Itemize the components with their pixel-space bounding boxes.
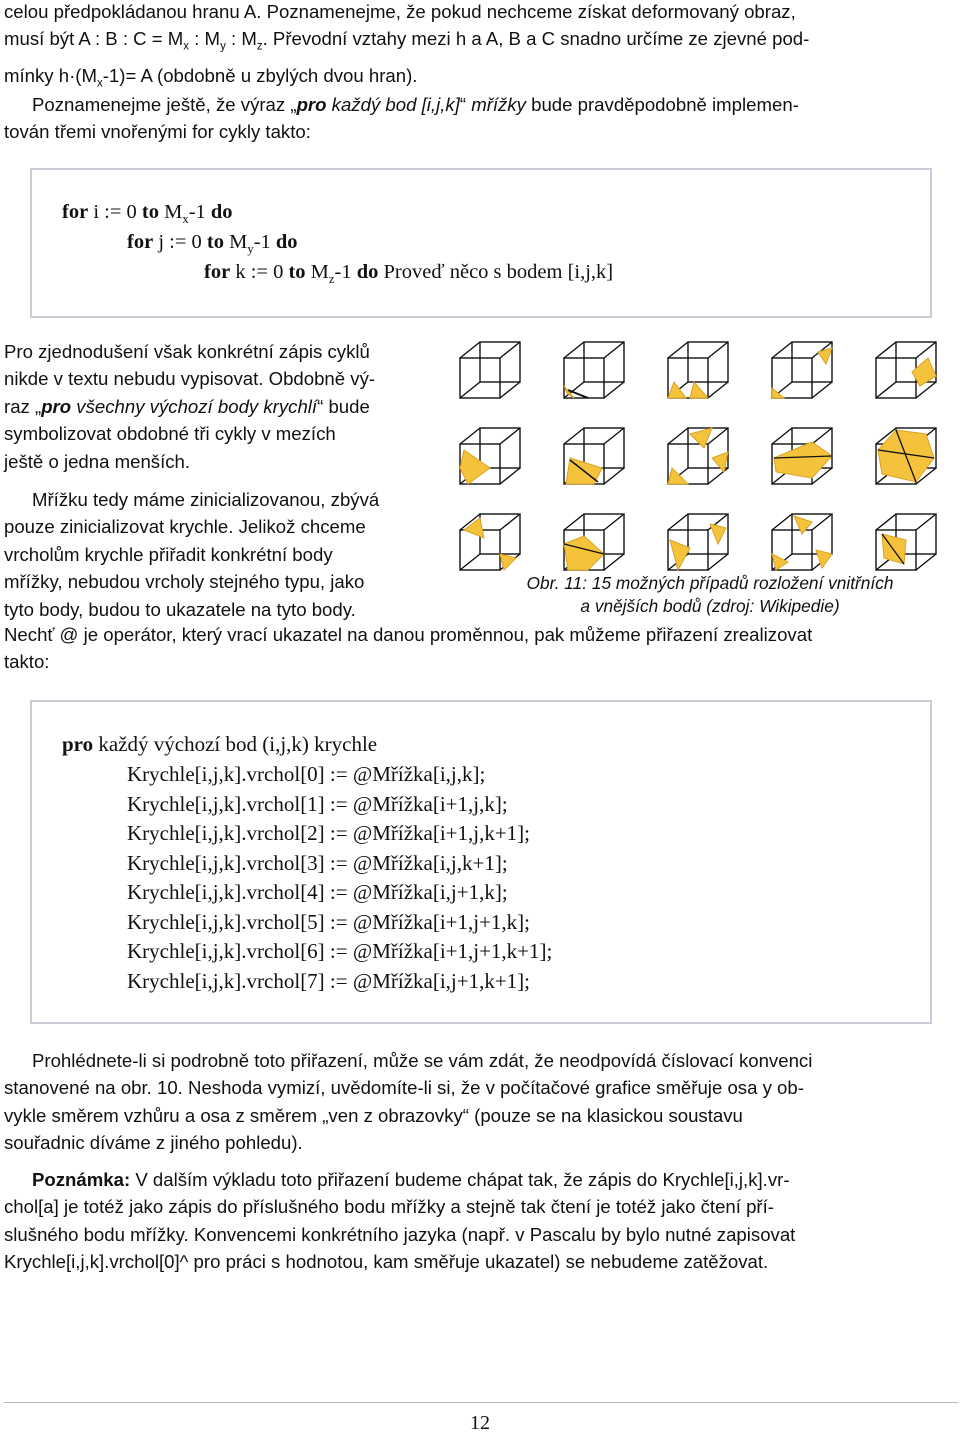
code-line-vrchol-6: Krychle[i,j,k].vrchol[6] := @Mřížka[i+1,j+1,k+1];	[127, 939, 553, 963]
cube-case-12	[668, 514, 728, 570]
page-number: 12	[470, 1412, 490, 1434]
cube-case-5	[460, 428, 520, 484]
cube-case-14	[876, 514, 936, 570]
text-span: “	[459, 94, 472, 115]
note-label: Poznámka:	[32, 1169, 131, 1190]
code-line-for-i	[62, 201, 233, 227]
code-line-vrchol-2: Krychle[i,j,k].vrchol[2] := @Mřížka[i+1,j,k+1];	[127, 821, 531, 845]
code-line-vrchol-3: Krychle[i,j,k].vrchol[3] := @Mřížka[i,j,k+1];	[127, 850, 508, 875]
text-span: V dalším výkladu toto přiřazení budeme chápat tak, že zápis do Krychle[i,j,k].vr-	[130, 1169, 790, 1190]
convention-line-4: souřadnic díváme z jiného pohledu).	[4, 1132, 303, 1154]
col-line: nikde v textu nebudu vypisovat. Obdobně vý-	[4, 368, 376, 390]
convention-line-3: vykle směrem vzhůru a osa z směrem „ven z obrazovky“ (pouze se na klasickou soustavu	[4, 1104, 743, 1126]
cube-case-10	[460, 514, 520, 570]
subscript: z	[328, 272, 335, 287]
text-span: pro	[41, 395, 72, 417]
subscript: x	[182, 212, 189, 227]
code-text: i := 0	[88, 201, 142, 223]
text-span: raz „	[4, 395, 42, 417]
loop-intro-paragraph	[4, 91, 958, 146]
loop-code-box	[30, 168, 932, 318]
code-line-vrchol-4: Krychle[i,j,k].vrchol[4] := @Mřížka[i,j+1,k];	[127, 880, 508, 904]
top-line-2	[4, 25, 958, 61]
cube-case-0	[460, 342, 520, 398]
keyword: do	[210, 201, 233, 223]
caption-line-1: Obr. 11: 15 možných případů rozložení vnitřních	[526, 573, 894, 593]
caption-line-2: a vnějších bodů (zdroj: Wikipedie)	[580, 596, 840, 616]
code-line-vrchol-5: Krychle[i,j,k].vrchol[5] := @Mřížka[i+1,j+1,k];	[127, 909, 531, 934]
keyword: for	[204, 261, 231, 283]
code-text: k := 0	[230, 261, 289, 283]
text-span: pro	[296, 94, 327, 115]
keyword: to	[288, 261, 306, 283]
code-line-for-k	[204, 261, 613, 287]
code-line-vrchol-0: Krychle[i,j,k].vrchol[0] := @Mřížka[i,j,k];	[127, 762, 486, 786]
col-line: Mřížku tedy máme zinicializovanou, zbývá	[32, 489, 380, 510]
text-span: . Převodní vztahy mezi h a A, B a C snadno určíme ze zjevné pod-	[262, 28, 810, 50]
cube-case-9	[876, 428, 936, 484]
subscript: z	[256, 41, 263, 54]
cube-case-3	[772, 342, 832, 398]
subscript: y	[247, 242, 254, 257]
assignment-code-box	[30, 700, 932, 1024]
loop-intro-line-2: tován třemi vnořenými for cykly takto:	[4, 121, 311, 143]
text-span: mřížky	[471, 94, 526, 115]
subscript: x	[96, 77, 103, 90]
code-text: -1	[253, 231, 276, 253]
col-line: vrcholům krychle přiřadit konkrétní body	[4, 543, 333, 565]
cube-case-11	[564, 514, 624, 570]
cube-case-7	[668, 428, 728, 484]
keyword: to	[141, 201, 159, 223]
footer-divider	[4, 1402, 958, 1403]
operator-line-1: Nechť @ je operátor, který vrací ukazatel na danou proměnnou, pak můžeme přiřazení zrealizovat	[4, 624, 813, 645]
code-text: M	[305, 261, 329, 283]
col-line	[4, 393, 440, 420]
text-span: : M	[189, 28, 221, 50]
operator-paragraph	[4, 621, 958, 676]
cube-case-1	[564, 342, 624, 398]
col-line: ještě o jedna menších.	[4, 450, 191, 472]
col-line: tyto body, budou to ukazatele na tyto body.	[4, 598, 356, 620]
code-line-for-j	[127, 231, 298, 257]
code-text: každý výchozí bod (i,j,k) krychle	[93, 732, 378, 756]
note-line-1	[4, 1166, 958, 1193]
keyword: do	[356, 261, 379, 283]
subscript: x	[183, 41, 190, 54]
loop-intro-line-1	[4, 91, 958, 118]
cube-case-2	[668, 342, 728, 398]
code-text: Proveď něco s bodem [i,j,k]	[378, 261, 614, 283]
code-line-head	[62, 732, 377, 757]
subscript: y	[220, 41, 226, 54]
code-line-vrchol-7: Krychle[i,j,k].vrchol[7] := @Mřížka[i,j+1,k+1];	[127, 968, 531, 993]
convention-line-2: stanovené na obr. 10. Neshoda vymizí, uvědomíte-li si, že v počítačové grafice směřuje osa y ob-	[4, 1077, 804, 1099]
keyword: do	[275, 231, 298, 253]
keyword: to	[206, 231, 224, 253]
cube-case-6	[564, 428, 624, 484]
top-line-1: celou předpokládanou hranu A. Poznamenejme, že pokud nechceme získat deformovaný obraz,	[4, 1, 796, 22]
cube-case-13	[772, 514, 832, 570]
text-span: : M	[225, 28, 257, 50]
note-line-2: chol[a] je totéž jako zápis do příslušného bodu mřížky a stejně tak čtení je totéž jako čtení pří-	[4, 1196, 774, 1218]
text-span: bude pravděpodobně implemen-	[525, 94, 799, 115]
figure-caption	[470, 572, 950, 618]
cube-case-8	[772, 428, 832, 484]
code-text: M	[158, 201, 183, 223]
text-span: musí být A : B : C = M	[4, 28, 184, 50]
left-column-paragraph-2	[4, 486, 440, 623]
col-line: mřížky, nebudou vrcholy stejného typu, jako	[4, 571, 365, 593]
code-text: -1	[334, 261, 357, 283]
col-line: symbolizovat obdobné tři cykly v mezích	[4, 423, 336, 445]
keyword: for	[127, 231, 154, 253]
cube-case-4	[876, 342, 936, 398]
top-paragraph	[4, 0, 958, 98]
convention-line-1: Prohlédnete-li si podrobně toto přiřazení, může se vám zdát, že neodpovídá číslovací konvenci	[32, 1050, 813, 1071]
col-line: Pro zjednodušení však konkrétní zápis cyklů	[4, 341, 370, 362]
note-paragraph	[4, 1166, 958, 1276]
convention-paragraph	[4, 1047, 958, 1157]
text-span: mínky h·(M	[4, 64, 97, 86]
keyword: pro	[62, 732, 94, 756]
text-span: “ bude	[317, 395, 370, 417]
keyword: for	[62, 201, 89, 223]
text-span: Poznamenejme ještě, že výraz „	[32, 94, 297, 115]
code-text: M	[223, 231, 248, 253]
code-text: -1	[188, 201, 211, 223]
code-text: j := 0	[153, 231, 207, 253]
operator-line-2: takto:	[4, 651, 50, 673]
left-column-paragraph-1	[4, 338, 440, 475]
text-span: všechny výchozí body krychlí	[71, 395, 318, 417]
col-line: pouze zinicializovat krychle. Jelikož chceme	[4, 516, 366, 538]
text-span: každý bod [i,j,k]	[326, 94, 460, 115]
note-line-4: Krychle[i,j,k].vrchol[0]^ pro práci s hodnotou, kam směřuje ukazatel) se nebudeme zatěžovat.	[4, 1251, 769, 1273]
code-line-vrchol-1: Krychle[i,j,k].vrchol[1] := @Mřížka[i+1,j,k];	[127, 791, 508, 816]
text-span: -1)= A (obdobně u zbylých dvou hran).	[102, 64, 418, 86]
note-line-3: slušného bodu mřížky. Konvencemi konkrétního jazyka (např. v Pascalu by bylo nutné zapisovat	[4, 1223, 796, 1245]
